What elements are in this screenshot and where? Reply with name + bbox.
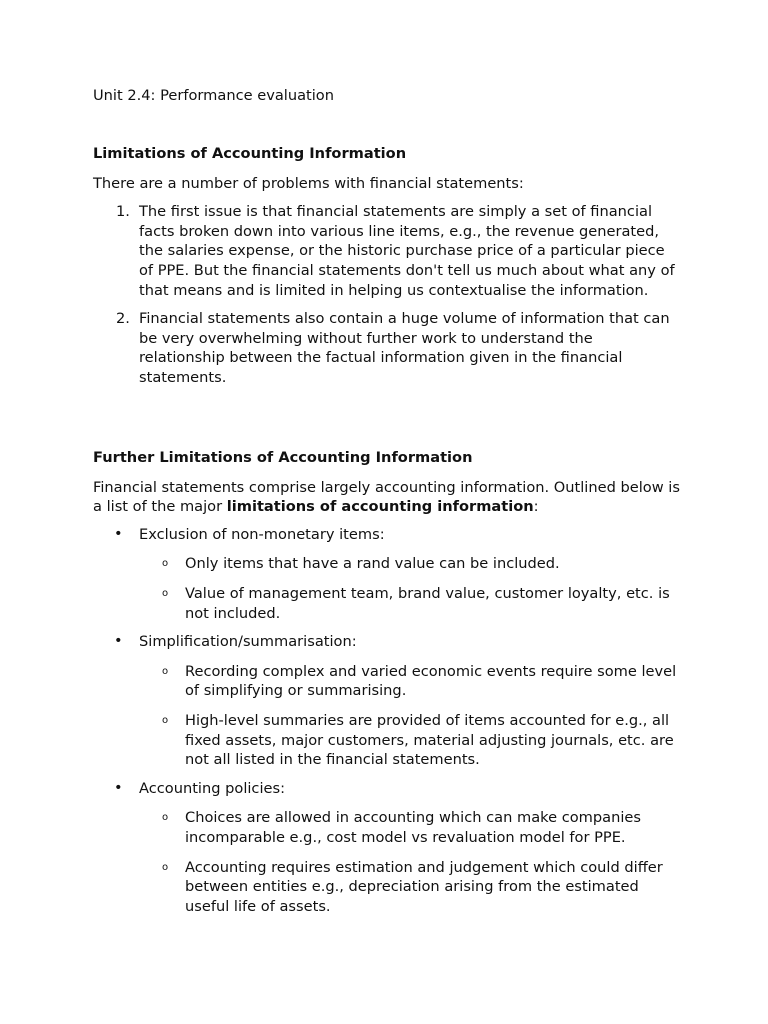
sub-item (139, 554, 683, 574)
sub-item (139, 711, 683, 770)
sub-item-text: High-level summaries are provided of items accounted for e.g., all fixed assets, major customers, material adjusting journals, etc. are not all listed in the financial statements. (185, 711, 674, 769)
sub-list (139, 554, 683, 623)
section-intro: There are a number of problems with financial statements: (93, 174, 524, 192)
unit-title: Unit 2.4: Performance evaluation (93, 87, 334, 104)
item-text: Financial statements also contain a huge volume of information that can be very overwhelming without further work to understand the relationship between the factual information given in the financial statements. (139, 310, 670, 386)
item-number: 2. (116, 310, 130, 328)
sub-item-text: Only items that have a rand value can be included. (185, 555, 560, 573)
list-item (93, 309, 683, 387)
bullet-icon: • (114, 524, 123, 542)
intro-punctuation: : (533, 498, 539, 516)
sub-item (139, 662, 683, 701)
section-further-limitations (93, 448, 683, 925)
sub-bullet-icon: o (162, 714, 169, 726)
list-item (93, 202, 683, 300)
sub-list (139, 808, 683, 916)
section-heading: Limitations of Accounting Information (93, 145, 407, 162)
sub-bullet-icon: o (162, 812, 169, 824)
sub-item-text: Value of management team, brand value, customer loyalty, etc. is not included. (185, 584, 670, 622)
bullet-item (93, 779, 683, 917)
numbered-list (93, 202, 683, 387)
sub-bullet-icon: o (162, 587, 169, 599)
sub-bullet-icon: o (162, 665, 169, 677)
sub-item (139, 808, 683, 847)
section-intro (93, 478, 683, 517)
sub-item-text: Recording complex and varied economic events require some level of simplifying or summarising. (185, 662, 677, 700)
bullet-item (93, 632, 683, 770)
section-limitations (93, 144, 683, 397)
item-text: The first issue is that financial statements are simply a set of financial facts broken down into various line items, e.g., the revenue generated, the salaries expense, or the historic purchase price of a particular piece of PPE. But the financial statements don't tell us much about what any of that means and is limited in helping us contextualise the information. (139, 203, 675, 299)
bullet-text: Simplification/summarisation: (139, 633, 357, 651)
intro-bold-text: limitations of accounting information (226, 498, 534, 516)
sub-item-text: Choices are allowed in accounting which can make companies incomparable e.g., cost model vs revaluation model for PPE. (185, 809, 641, 846)
bullet-text: Accounting policies: (139, 779, 286, 797)
bullet-text: Exclusion of non-monetary items: (139, 525, 385, 543)
sub-item (139, 584, 683, 623)
sub-list (139, 662, 683, 770)
sub-bullet-icon: o (162, 861, 169, 873)
item-number: 1. (116, 203, 130, 221)
intro-text: Financial statements comprise largely accounting information. Outlined below is a list of the major (93, 478, 680, 516)
section-heading: Further Limitations of Accounting Information (93, 449, 473, 466)
bullet-icon: • (114, 778, 123, 796)
sub-item (139, 858, 683, 917)
bullet-list (93, 525, 683, 917)
bullet-item (93, 525, 683, 623)
sub-item-text: Accounting requires estimation and judgement which could differ between entities e.g., depreciation arising from the estimated useful life of assets. (185, 858, 663, 915)
sub-bullet-icon: o (162, 558, 169, 570)
bullet-icon: • (114, 632, 123, 650)
